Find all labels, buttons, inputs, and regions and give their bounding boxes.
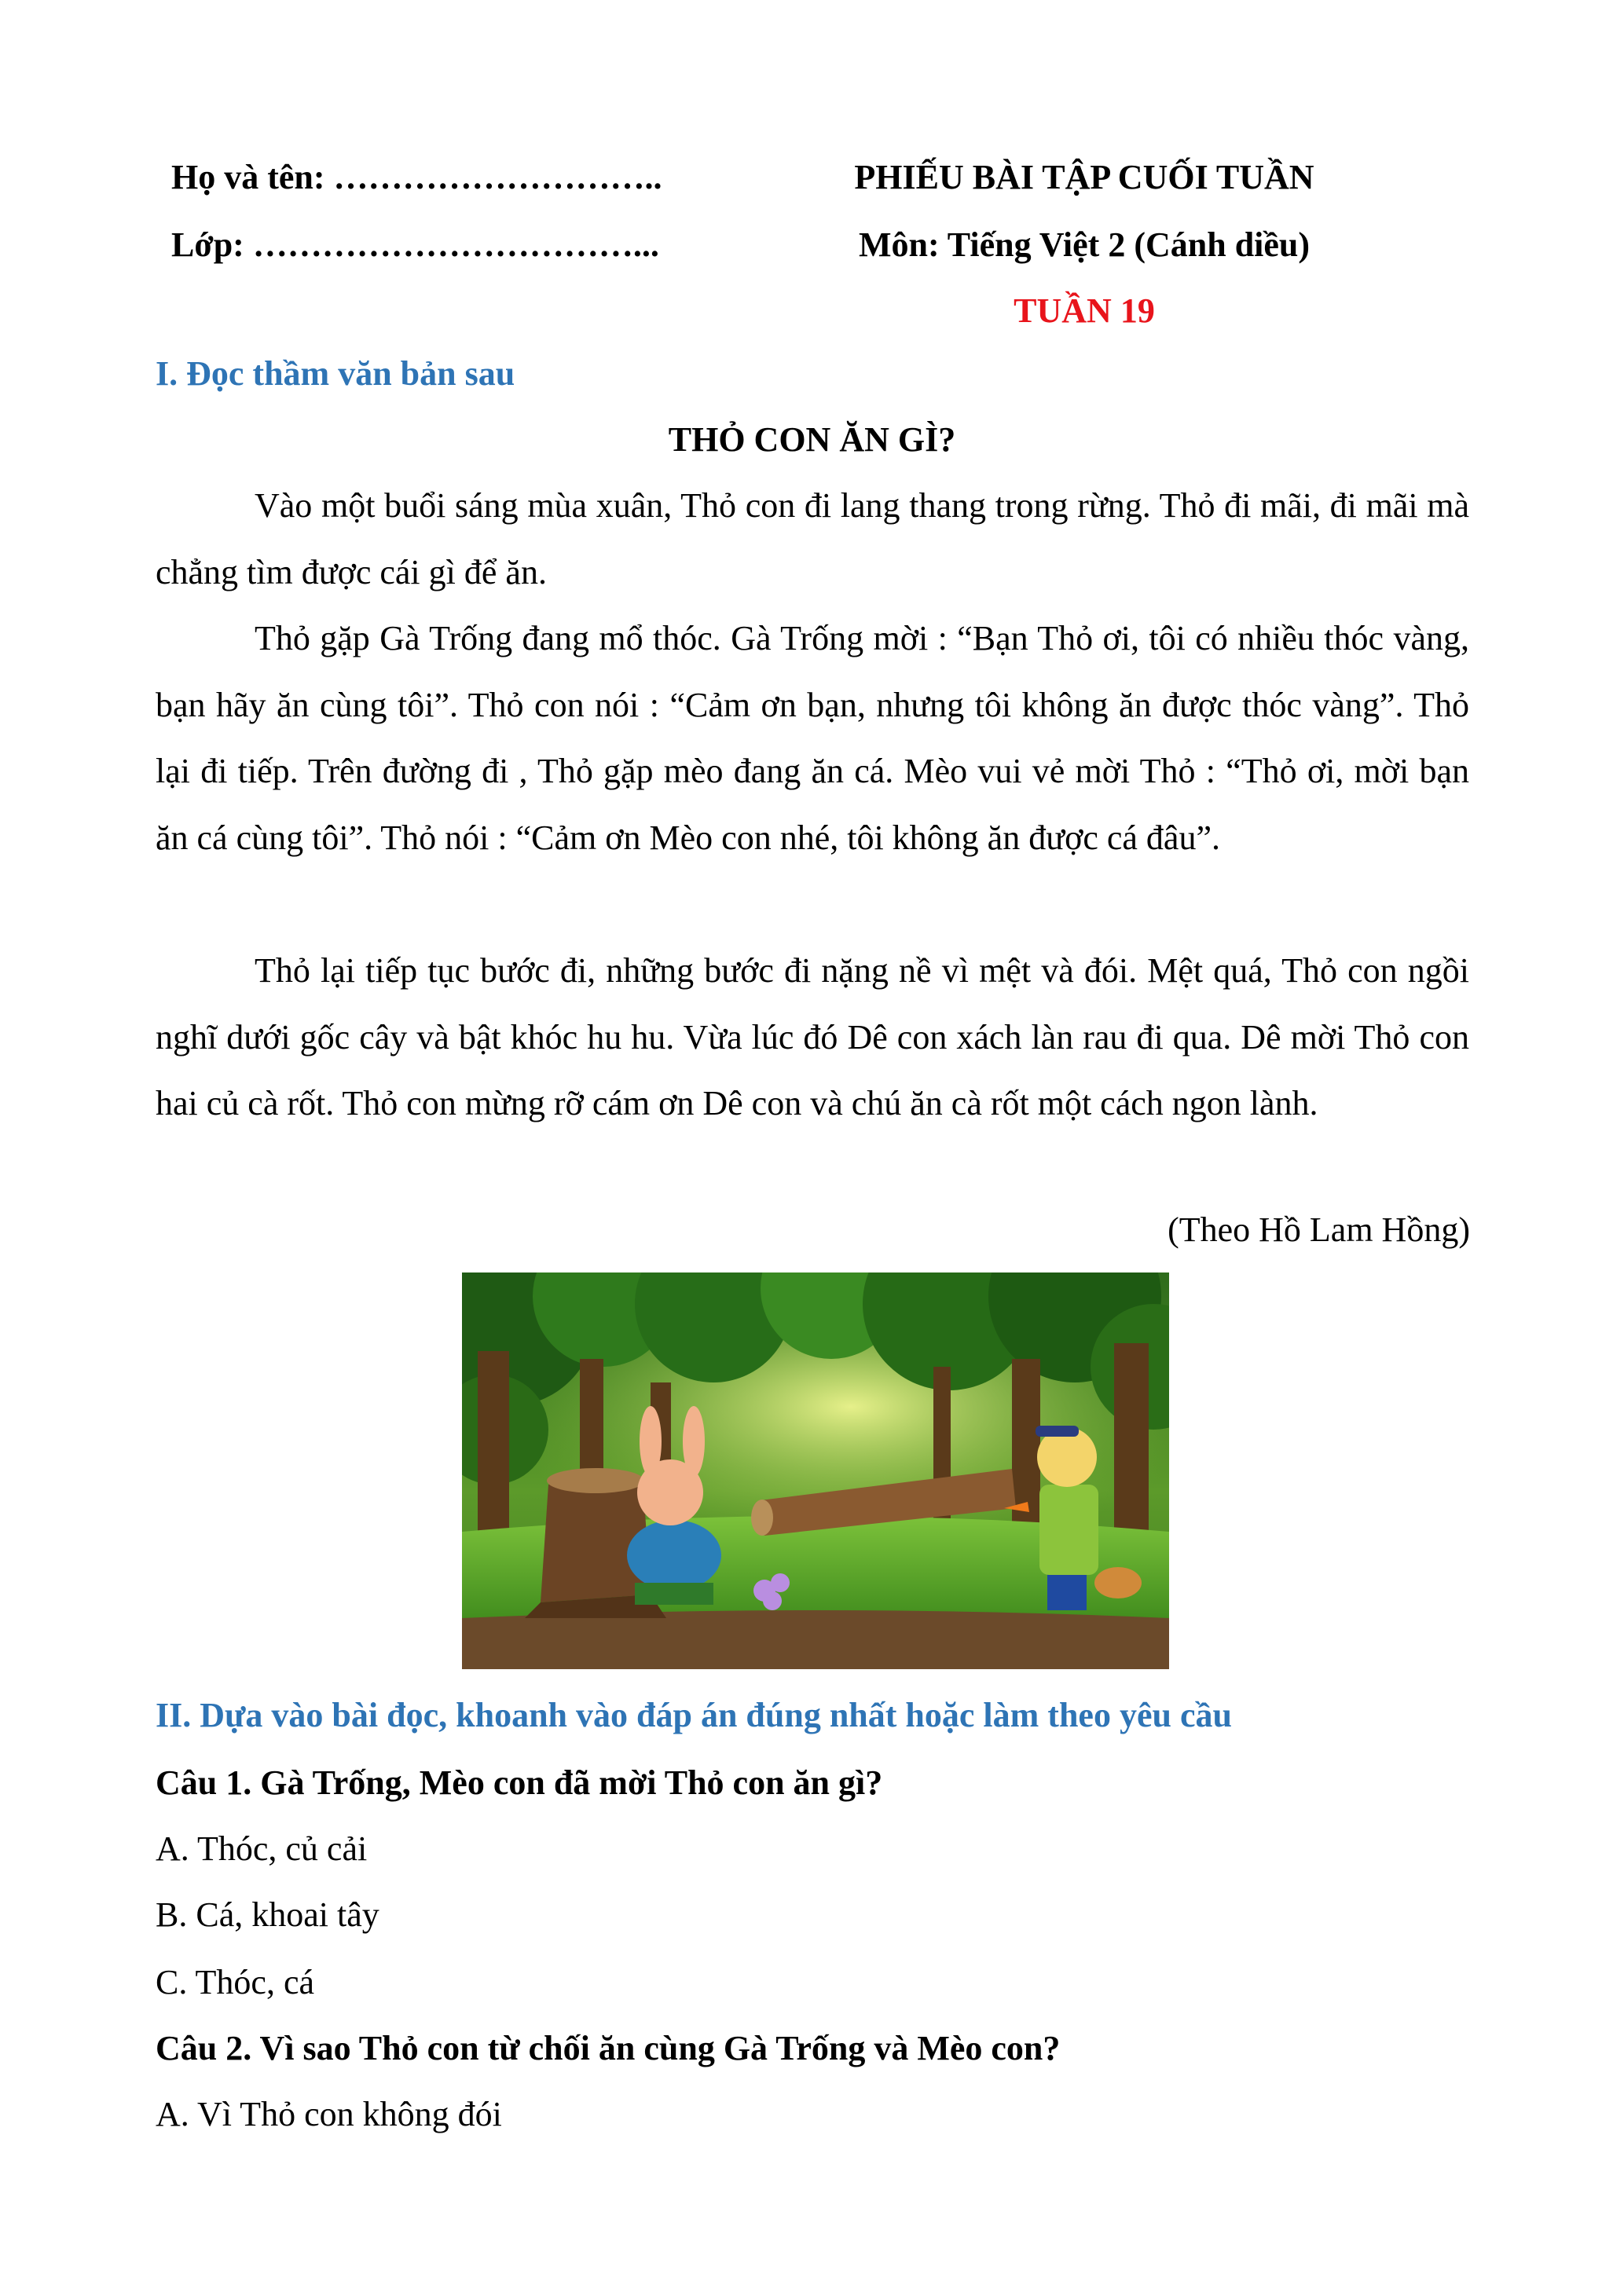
student-name-field: Họ và tên: ………………………..: [171, 158, 662, 196]
subject-label: Môn: Tiếng Việt 2 (Cánh diều): [858, 225, 1311, 264]
answer-option[interactable]: C. Thóc, cá: [156, 1963, 315, 2001]
answer-option[interactable]: B. Cá, khoai tây: [156, 1895, 379, 1934]
story-source: (Theo Hồ Lam Hồng): [1168, 1210, 1470, 1249]
story-title: THỎ CON ĂN GÌ?: [668, 420, 956, 459]
answer-option[interactable]: A. Vì Thỏ con không đói: [156, 2095, 502, 2133]
student-class-field: Lớp: ……………………………...: [171, 225, 659, 264]
soil-edge: [462, 1610, 1169, 1669]
section-1-heading: I. Đọc thầm văn bản sau: [156, 354, 515, 393]
week-label: TUẦN 19: [1014, 291, 1155, 330]
question-2: Câu 2. Vì sao Thỏ con từ chối ăn cùng Gà Trống và Mèo con?: [156, 2029, 1061, 2067]
question-1: Câu 1. Gà Trống, Mèo con đã mời Thỏ con ăn gì?: [156, 1763, 883, 1802]
section-2-heading: II. Dựa vào bài đọc, khoanh vào đáp án đúng nhất hoặc làm theo yêu cầu: [156, 1696, 1232, 1734]
answer-option[interactable]: A. Thóc, củ cải: [156, 1829, 368, 1868]
story-paragraph: Thỏ gặp Gà Trống đang mổ thóc. Gà Trống mời : “Bạn Thỏ ơi, tôi có nhiều thóc vàng, bạn hãy ăn cùng tôi”. Thỏ con nói : “Cảm ơn bạn, nhưng tôi không ăn được thóc vàng”. Thỏ lại đi tiếp. Trên đường đi , Thỏ gặp mèo đang ăn cá. Mèo vui vẻ mời Thỏ : “Thỏ ơi, mời bạn ăn cá cùng tôi”. Thỏ nói : “Cảm ơn Mèo con nhé, tôi không ăn được cá đâu”.: [156, 619, 1469, 857]
story-paragraph: Thỏ lại tiếp tục bước đi, những bước đi nặng nề vì mệt và đói. Mệt quá, Thỏ con ngồi nghĩ dưới gốc cây và bật khóc hu hu. Vừa lúc đó Dê con xách làn rau đi qua. Dê mời Thỏ con hai củ cà rốt. Thỏ con mừng rỡ cám ơn Dê con và chú ăn cà rốt một cách ngon lành.: [156, 951, 1469, 1122]
worksheet-title: PHIẾU BÀI TẬP CUỐI TUẦN: [854, 158, 1314, 196]
forest-illustration: [462, 1273, 1169, 1669]
story-paragraph: Vào một buổi sáng mùa xuân, Thỏ con đi lang thang trong rừng. Thỏ đi mãi, đi mãi mà chẳng tìm được cái gì để ăn.: [156, 486, 1469, 591]
